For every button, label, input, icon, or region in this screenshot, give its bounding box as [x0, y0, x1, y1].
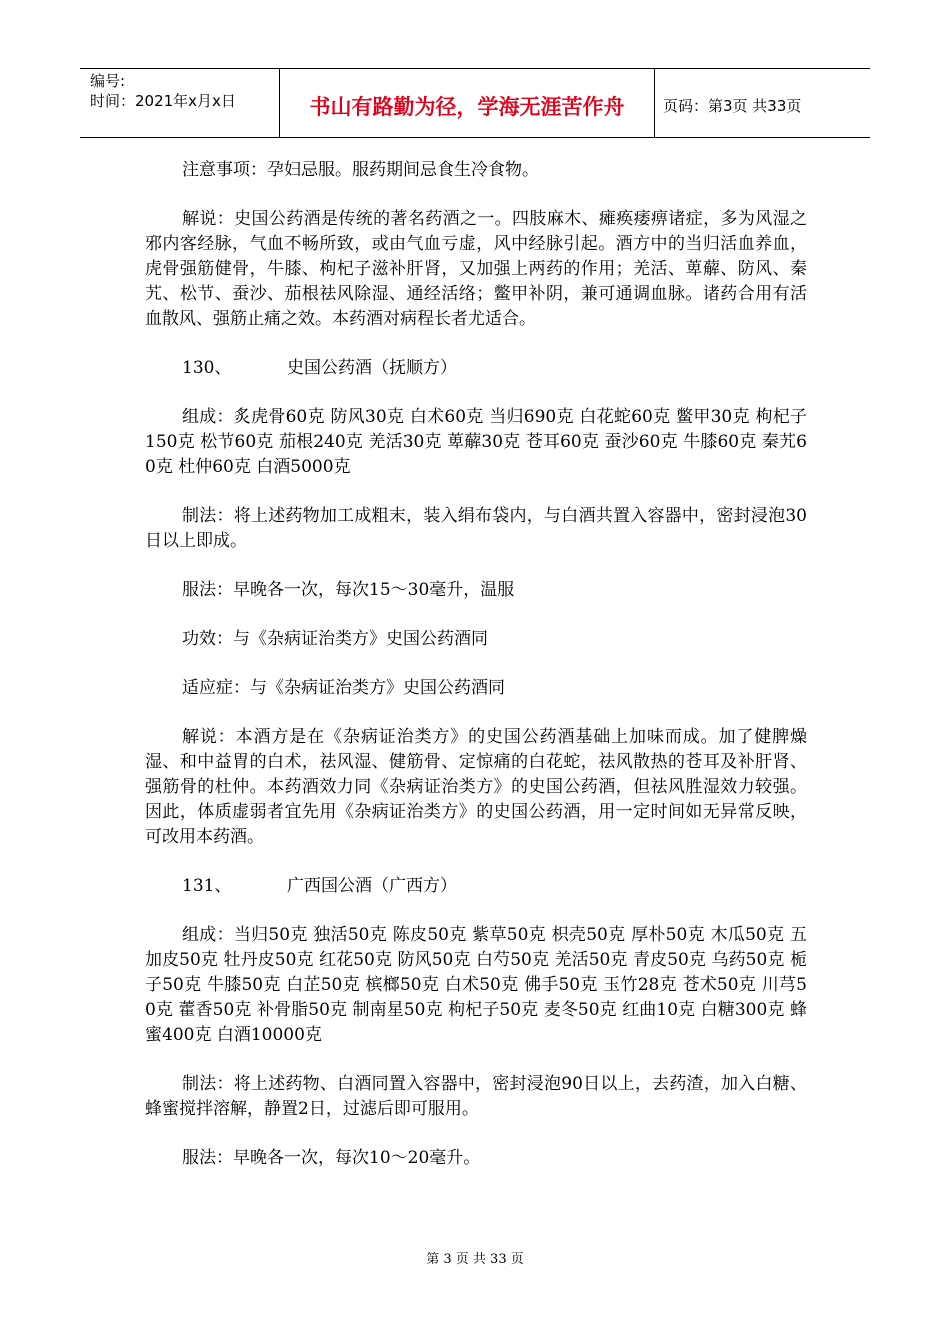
composition-paragraph: 组成：炙虎骨60克 防风30克 白术60克 当归690克 白花蛇60克 鳖甲30克 枸杞子150克 松节60克 茄根240克 羌活30克 萆薢30克 苍耳60克 蚕沙60克 牛膝60克 秦艽60克 杜仲60克 白酒5000克 — [145, 407, 807, 477]
recipe-heading-130 — [145, 356, 807, 381]
page-header — [80, 68, 870, 138]
recipe-number: 130、 — [182, 358, 232, 378]
precautions-paragraph: 注意事项：孕妇忌服。服药期间忌食生冷食物。 — [182, 160, 539, 180]
dosage-paragraph: 服法：早晚各一次，每次15～30毫升，温服 — [182, 580, 515, 600]
explanation-paragraph: 解说：本酒方是在《杂病证治类方》的史国公药酒基础上加味而成。加了健脾燥湿、和中益胃的白术，祛风湿、健筋骨、定惊痛的白花蛇，祛风散热的苍耳及补肝肾、强筋骨的杜仲。本药酒效力同《杂病证治类方》的史国公药酒，但祛风胜湿效力较强。因此，体质虚弱者宜先用《杂病证治类方》的史国公药酒，用一定时间如无异常反映，可改用本药酒。 — [145, 727, 807, 847]
recipe-heading-131 — [145, 874, 807, 899]
recipe-title: 史国公药酒（抚顺方） — [287, 358, 457, 378]
recipe-number: 131、 — [182, 876, 232, 896]
document-body — [145, 158, 807, 1195]
composition-paragraph: 组成：当归50克 独活50克 陈皮50克 紫草50克 枳壳50克 厚朴50克 木瓜50克 五加皮50克 牡丹皮50克 红花50克 防风50克 白芍50克 羌活50克 青皮50克 乌药50克 栀子50克 牛膝50克 白芷50克 槟榔50克 白术50克 佛手50克 玉竹28克 苍术50克 川芎50克 藿香50克 补骨脂50克 制南星50克 枸杞子50克 麦冬50克 红曲10克 白糖300克 蜂蜜400克 白酒10000克 — [145, 925, 807, 1045]
header-meta — [80, 69, 280, 137]
indications-paragraph: 适应症：与《杂病证治类方》史国公药酒同 — [182, 678, 505, 698]
preparation-paragraph: 制法：将上述药物、白酒同置入容器中，密封浸泡90日以上，去药渣，加入白糖、蜂蜜搅拌溶解，静置2日，过滤后即可服用。 — [145, 1074, 807, 1119]
page-footer: 第 3 页 共 33 页 — [426, 1252, 524, 1267]
dosage-paragraph: 服法：早晚各一次，每次10～20毫升。 — [182, 1148, 481, 1168]
explanation-paragraph: 解说：史国公药酒是传统的著名药酒之一。四肢麻木、瘫痪痿痹诸症，多为风湿之邪内客经脉，气血不畅所致，或由气血亏虚，风中经脉引起。酒方中的当归活血养血，虎骨强筋健骨，牛膝、枸杞子滋补肝肾，又加强上两药的作用；羌活、萆薢、防风、秦艽、松节、蚕沙、茄根祛风除湿、通经活络；鳖甲补阴，兼可通调血脉。诸药合用有活血散风、强筋止痛之效。本药酒对病程长者尤适合。 — [145, 209, 807, 329]
recipe-title: 广西国公酒（广西方） — [287, 876, 457, 896]
header-motto: 书山有路勤为径，学海无涯苦作舟 — [280, 69, 655, 137]
efficacy-paragraph: 功效：与《杂病证治类方》史国公药酒同 — [182, 629, 488, 649]
document-time: 时间：2021年x月x日 — [90, 92, 236, 110]
document-number-label: 编号: — [90, 72, 126, 90]
header-page-info: 页码：第3页 共33页 — [663, 96, 802, 115]
preparation-paragraph: 制法：将上述药物加工成粗末，装入绢布袋内，与白酒共置入容器中，密封浸泡30日以上即成。 — [145, 506, 807, 551]
